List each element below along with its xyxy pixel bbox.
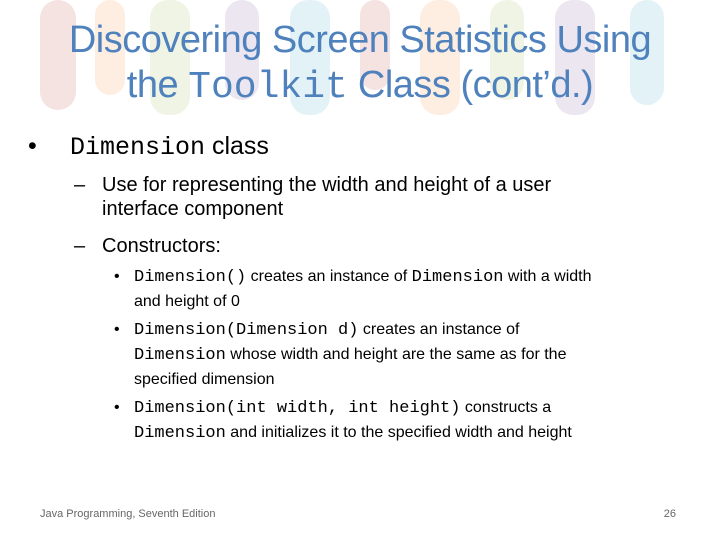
item-code: Dimension() <box>134 268 247 287</box>
sub-bullet-line: Use for representing the width and height of a user <box>102 174 552 196</box>
item-text-run: with a width <box>503 268 592 285</box>
dash-icon: – <box>74 174 86 196</box>
item-text-run: and initializes it to the specified width and height <box>225 424 572 441</box>
item-text <box>134 318 679 392</box>
bullet-code: Dimension <box>70 133 206 162</box>
item-text <box>134 396 679 446</box>
bullet-text: class <box>205 132 269 160</box>
item-code: Dimension <box>134 346 226 365</box>
item-text-run: creates an instance of <box>246 268 412 285</box>
item-line <box>134 318 679 343</box>
sub-bullet-text: Constructors: <box>102 235 221 257</box>
item-line <box>134 265 679 290</box>
item-line <box>134 421 679 446</box>
title-code: Toolkit <box>188 66 348 109</box>
item-line: specified dimension <box>134 371 275 388</box>
title-text: the <box>126 64 189 106</box>
footer-book-title: Java Programming, Seventh Edition <box>40 508 216 520</box>
dash-icon: – <box>74 235 86 257</box>
bullet-dot-icon: • <box>114 321 120 338</box>
title-line-1: Discovering Screen Statistics Using <box>68 19 652 61</box>
bullet-dot-icon: • <box>114 268 120 285</box>
item-code: Dimension <box>134 424 226 443</box>
item-code: Dimension(int width, int height) <box>134 399 461 418</box>
item-text <box>134 265 679 314</box>
item-line: and height of 0 <box>134 293 240 310</box>
slide-title <box>20 18 700 110</box>
bullet-dot-icon: • <box>114 399 120 416</box>
item-text-run: creates an instance of <box>358 321 520 338</box>
item-text-run: whose width and height are the same as for the <box>225 346 567 363</box>
sub-bullet-line: interface component <box>102 198 284 220</box>
item-line <box>134 343 679 368</box>
page-number: 26 <box>663 508 676 520</box>
title-line-2 <box>20 63 700 110</box>
bullet-dimension-class <box>28 130 269 164</box>
item-code: Dimension <box>411 268 504 287</box>
item-code: Dimension(Dimension d) <box>134 321 359 340</box>
title-text: Class (cont’d.) <box>347 64 594 106</box>
item-line <box>134 396 679 421</box>
item-text-run: constructs a <box>460 399 552 416</box>
bullet-dot-icon: • <box>28 132 37 160</box>
sub-bullet-text <box>102 173 662 221</box>
